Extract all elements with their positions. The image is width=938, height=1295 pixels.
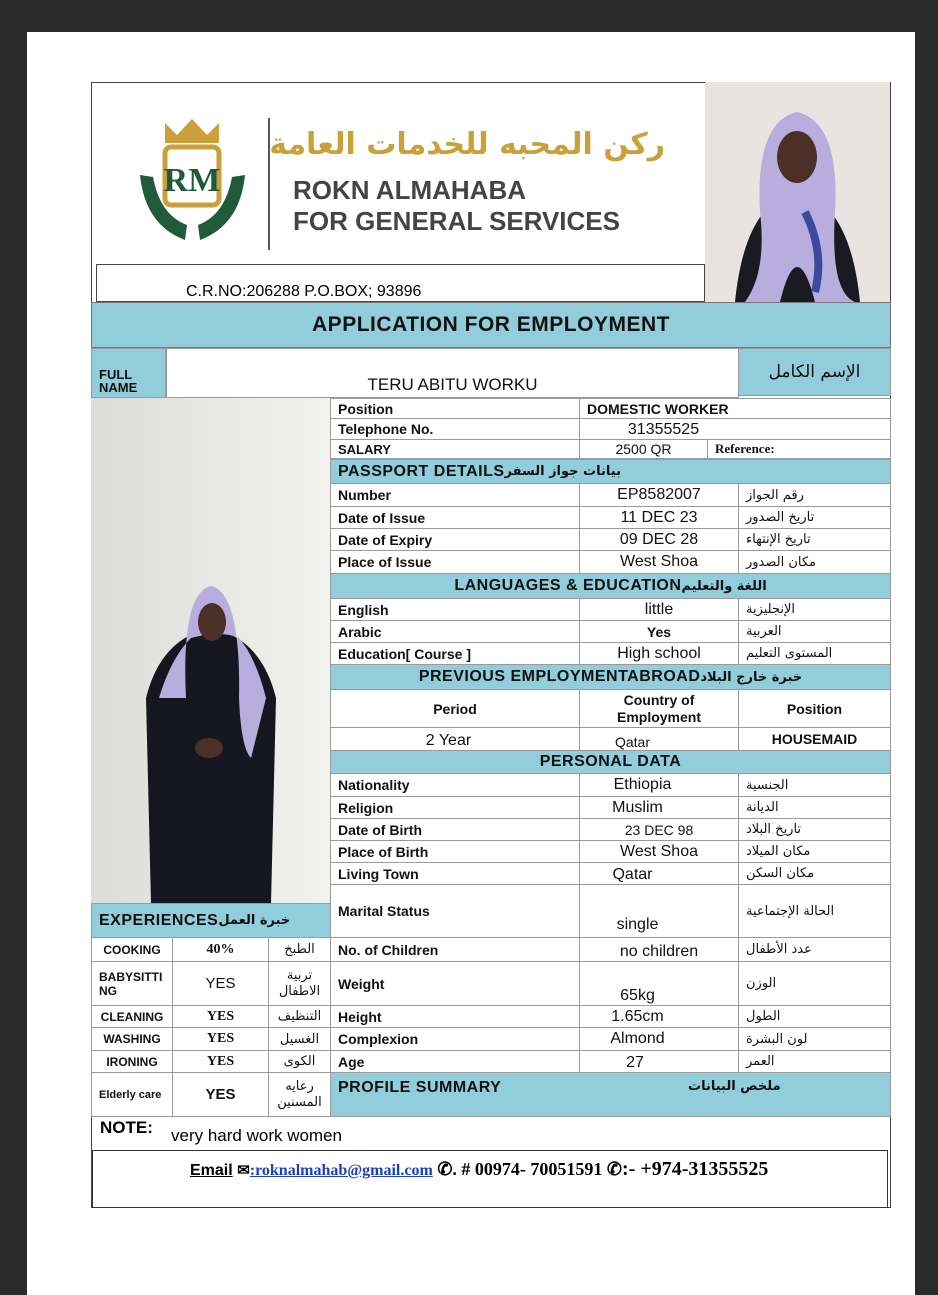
phone-number-1: . # 00974- 70051591	[452, 1159, 603, 1179]
position-value: DOMESTIC WORKER	[579, 398, 891, 419]
position-label: Position	[330, 398, 580, 419]
religion-label: Religion	[330, 796, 580, 819]
country-column-header: Country of Employment	[579, 689, 739, 728]
english-value: little	[579, 598, 739, 621]
marital-status-arabic: الحالة الإجتماعية	[738, 884, 891, 938]
cleaning-label: CLEANING	[91, 1005, 173, 1028]
period-column-header: Period	[330, 689, 580, 728]
salary-value: 2500 QR	[579, 439, 708, 459]
religion-arabic: الديانة	[738, 796, 891, 819]
issue-date-label: Date of Issue	[330, 506, 580, 529]
phone-icon: ✆	[606, 1159, 622, 1179]
salary-label: SALARY	[330, 439, 580, 459]
personal-data-header: PERSONAL DATA	[330, 750, 891, 774]
note-label: NOTE:	[100, 1118, 153, 1137]
full-name-label-arabic: الإسم الكامل	[738, 348, 891, 396]
languages-header-text: LANGUAGES & EDUCATION	[454, 577, 682, 594]
full-name-label	[91, 348, 166, 398]
contact-line	[190, 1158, 768, 1181]
ironing-label: IRONING	[91, 1050, 173, 1073]
phone-number-2: :- +974-31355525	[622, 1158, 769, 1180]
ironing-value: YES	[172, 1050, 269, 1073]
ironing-arabic: الكوى	[268, 1050, 331, 1073]
babysitting-arabic: تربية الاطفال	[268, 961, 331, 1006]
nationality-value: Ethiopia	[579, 773, 739, 797]
full-name-value: TERU ABITU WORKU	[166, 348, 739, 398]
previous-employment-header-arabic: خبرة خارج البلاد	[700, 669, 803, 685]
note-value: very hard work women	[171, 1126, 343, 1145]
complexion-arabic: لون البشرة	[738, 1027, 891, 1051]
washing-value: YES	[172, 1027, 269, 1051]
cr-number: C.R.NO:206288 P.O.BOX; 93896	[186, 283, 422, 300]
expiry-date-label: Date of Expiry	[330, 528, 580, 551]
washing-label: WASHING	[91, 1027, 173, 1051]
experiences-header-arabic: خبرة العمل	[218, 913, 291, 928]
babysitting-value: YES	[172, 961, 269, 1006]
children-arabic: عدد الأطفال	[738, 937, 891, 962]
elderly-care-label: Elderly care	[91, 1072, 173, 1117]
company-name-line1: ROKN ALMAHABA	[293, 175, 527, 205]
education-label: Education[ Course ]	[330, 642, 580, 665]
marital-status-value: single	[579, 884, 739, 938]
place-of-birth-label: Place of Birth	[330, 840, 580, 863]
weight-arabic: الوزن	[738, 961, 891, 1006]
languages-header	[330, 573, 891, 599]
education-arabic: المستوى التعليم	[738, 642, 891, 665]
company-logo	[135, 115, 250, 255]
date-of-birth-label: Date of Birth	[330, 818, 580, 841]
experiences-header-text: EXPERIENCES	[99, 911, 219, 929]
telephone-value: 31355525	[579, 418, 891, 440]
date-of-birth-arabic: تاريخ البلاد	[738, 818, 891, 841]
age-arabic: العمر	[738, 1050, 891, 1073]
place-of-birth-value: West Shoa	[579, 840, 739, 863]
arabic-value: Yes	[579, 620, 739, 643]
passport-header	[330, 459, 891, 484]
living-town-value: Qatar	[579, 862, 739, 885]
cooking-arabic: الطبخ	[268, 937, 331, 962]
age-label: Age	[330, 1050, 580, 1073]
phone-icon: ✆	[437, 1159, 453, 1179]
previous-employment-header	[330, 664, 891, 690]
washing-arabic: الغسيل	[268, 1027, 331, 1051]
previous-employment-header-text: PREVIOUS EMPLOYMENTABROAD	[418, 668, 701, 685]
religion-value: Muslim	[579, 796, 739, 819]
company-name-line2: FOR GENERAL SERVICES	[293, 206, 620, 236]
passport-header-text: PASSPORT DETAILS	[338, 462, 505, 480]
expiry-date-value: 09 DEC 28	[579, 528, 739, 551]
living-town-label: Living Town	[330, 862, 580, 885]
applicant-photo-full	[91, 398, 330, 903]
previous-position-value: HOUSEMAID	[738, 727, 891, 751]
arabic-label: Arabic	[330, 620, 580, 643]
height-arabic: الطول	[738, 1005, 891, 1028]
passport-header-arabic: بيانات جواز السفر	[504, 464, 621, 479]
passport-number-label: Number	[330, 483, 580, 507]
cooking-label: COOKING	[91, 937, 173, 962]
weight-label: Weight	[330, 961, 580, 1006]
date-of-birth-value: 23 DEC 98	[579, 818, 739, 841]
svg-text:RM: RM	[163, 162, 221, 199]
envelope-icon: ✉	[237, 1163, 250, 1179]
nationality-arabic: الجنسية	[738, 773, 891, 797]
complexion-value: Almond	[579, 1027, 739, 1051]
issue-date-arabic: تاريخ الصدور	[738, 506, 891, 529]
weight-value: 65kg	[579, 961, 739, 1006]
cleaning-value: YES	[172, 1005, 269, 1028]
reference-label: Reference:	[707, 439, 891, 459]
children-value: no children	[579, 937, 739, 962]
marital-status-label: Marital Status	[330, 884, 580, 938]
email-link[interactable]: :roknalmahab@gmail.com	[249, 1162, 433, 1179]
elderly-care-value: YES	[172, 1072, 269, 1117]
passport-number-arabic: رقم الجواز	[738, 483, 891, 507]
position-column-header: Position	[738, 689, 891, 728]
experiences-header	[91, 903, 331, 938]
arabic-arabic: العربية	[738, 620, 891, 643]
profile-summary-arabic: ملخص البيانات	[688, 1079, 781, 1094]
place-of-issue-arabic: مكان الصدور	[738, 550, 891, 574]
complexion-label: Complexion	[330, 1027, 580, 1051]
company-name-arabic: ركن المحبه للخدمات العامة	[269, 127, 665, 162]
cleaning-arabic: التنظيف	[268, 1005, 331, 1028]
profile-summary-bar	[330, 1072, 891, 1117]
country-value: Qatar	[579, 727, 739, 751]
nationality-label: Nationality	[330, 773, 580, 797]
applicant-photo-portrait	[705, 82, 890, 302]
form-title: APPLICATION FOR EMPLOYMENT	[91, 302, 891, 348]
profile-summary-label: PROFILE SUMMARY	[338, 1079, 502, 1096]
email-label: Email	[190, 1162, 233, 1179]
passport-number-value: EP8582007	[579, 483, 739, 507]
height-label: Height	[330, 1005, 580, 1028]
english-arabic: الإنجليزية	[738, 598, 891, 621]
height-value: 1.65cm	[579, 1005, 739, 1028]
children-label: No. of Children	[330, 937, 580, 962]
babysitting-label: BABYSITTING	[91, 961, 173, 1006]
education-value: High school	[579, 642, 739, 665]
languages-header-arabic: اللغة والتعليم	[681, 578, 767, 594]
issue-date-value: 11 DEC 23	[579, 506, 739, 529]
place-of-issue-value: West Shoa	[579, 550, 739, 574]
elderly-care-arabic: رعايه المسنين	[268, 1072, 331, 1117]
age-value: 27	[579, 1050, 739, 1073]
telephone-label: Telephone No.	[330, 418, 580, 440]
period-value: 2 Year	[330, 727, 580, 751]
place-of-birth-arabic: مكان الميلاد	[738, 840, 891, 863]
cooking-value: 40%	[172, 937, 269, 962]
expiry-date-arabic: تاريخ الإنتهاء	[738, 528, 891, 551]
place-of-issue-label: Place of Issue	[330, 550, 580, 574]
living-town-arabic: مكان السكن	[738, 862, 891, 885]
full-name-label-text: FULL NAME	[99, 367, 138, 395]
english-label: English	[330, 598, 580, 621]
